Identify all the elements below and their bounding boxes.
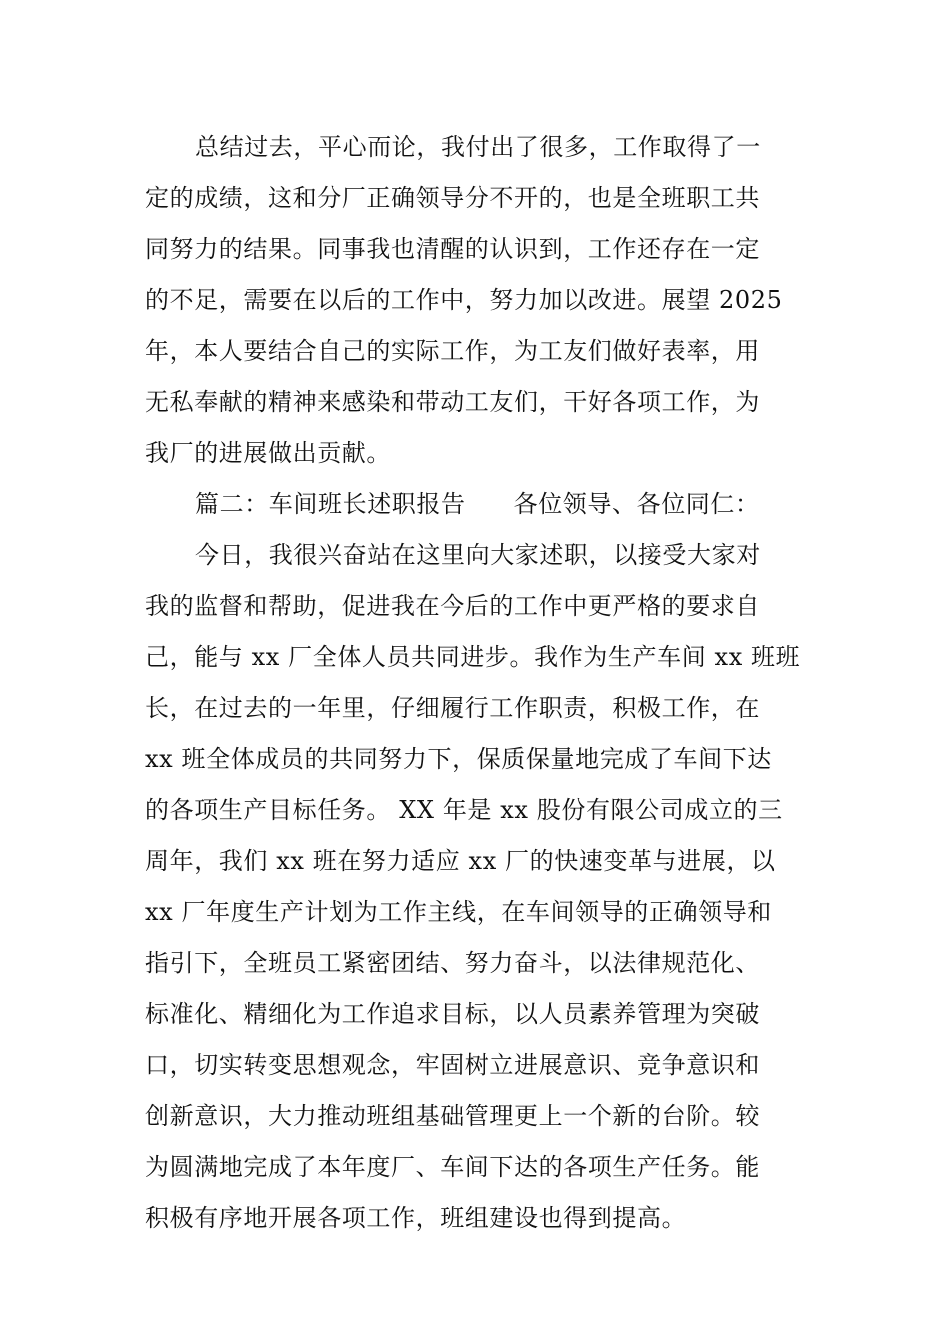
paragraph-2-line-11: 口，切实转变思想观念，牢固树立进展意识、竞争意识和 [145,1051,760,1079]
paragraph-2-line-5: xx 班全体成员的共同努力下，保质保量地完成了车间下达 [145,745,772,773]
paragraph-2-line-4: 长，在过去的一年里，仔细履行工作职责，积极工作，在 [145,694,760,722]
paragraph-2-line-1: 今日，我很兴奋站在这里向大家述职，以接受大家对 [195,541,761,569]
section-heading-line [145,479,810,530]
paragraph-2-line-8: xx 厂年度生产计划为工作主线，在车间领导的正确领导和 [145,898,772,926]
paragraph-2-line-6: 的各项生产目标任务。 XX 年是 xx 股份有限公司成立的三 [145,796,783,824]
paragraph-2-line-7: 周年，我们 xx 班在努力适应 xx 厂的快速变革与进展，以 [145,847,776,875]
paragraph-1-line-2: 定的成绩，这和分厂正确领导分不开的，也是全班职工共 [145,184,760,212]
paragraph-1-line-6: 无私奉献的精神来感染和带动工友们，干好各项工作，为 [145,388,760,416]
paragraph-2-line-2: 我的监督和帮助，促进我在今后的工作中更严格的要求自 [145,592,760,620]
paragraph-2-line-13: 为圆满地完成了本年度厂、车间下达的各项生产任务。能 [145,1153,760,1181]
paragraph-2-line-10: 标准化、精细化为工作追求目标，以人员素养管理为突破 [145,1000,760,1028]
salutation: 各位领导、各位同仁： [513,490,760,518]
paragraph-1-line-3: 同努力的结果。同事我也清醒的认识到，工作还存在一定 [145,235,760,263]
section-title: 篇二：车间班长述职报告 [195,490,466,518]
paragraph-2-line-12: 创新意识，大力推动班组基础管理更上一个新的台阶。较 [145,1102,760,1130]
paragraph-1-line-1: 总结过去，平心而论，我付出了很多，工作取得了一 [195,133,761,161]
paragraph-1-line-7: 我厂的进展做出贡献。 [145,439,391,467]
paragraph-2-line-9: 指引下，全班员工紧密团结、努力奋斗，以法律规范化、 [145,949,760,977]
document-page [145,122,810,1244]
paragraph-2-line-3: 己，能与 xx 厂全体人员共同进步。我作为生产车间 xx 班班 [145,643,801,671]
paragraph-1-line-4: 的不足，需要在以后的工作中，努力加以改进。展望 2025 [145,286,783,314]
paragraph-1-line-5: 年，本人要结合自己的实际工作，为工友们做好表率，用 [145,337,760,365]
paragraph-2-line-14: 积极有序地开展各项工作，班组建设也得到提高。 [145,1204,687,1232]
